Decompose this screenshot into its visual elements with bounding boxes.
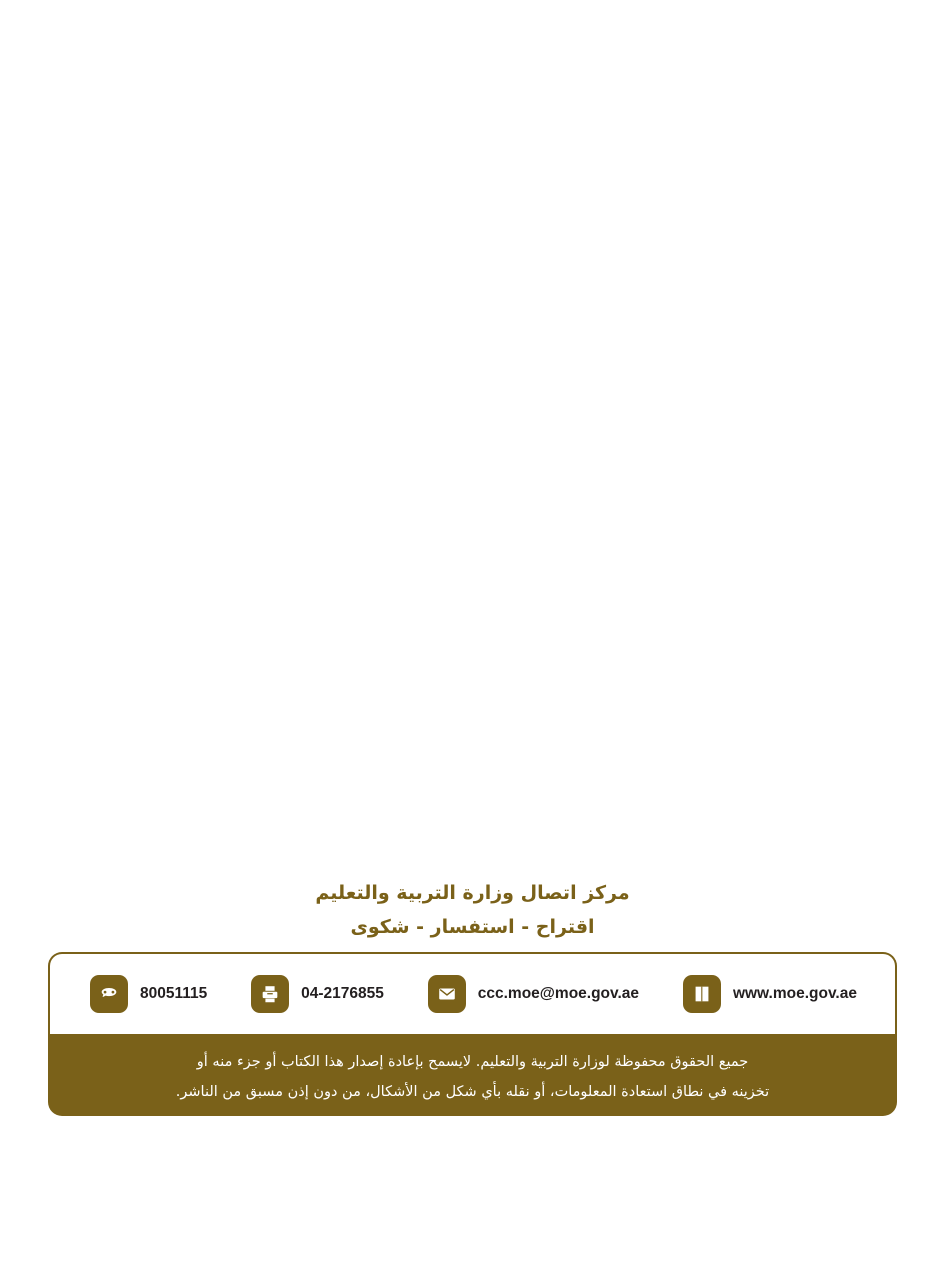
contact-center-heading-block	[0, 876, 945, 944]
contact-details-row	[50, 954, 895, 1034]
contact-center-subtitle: اقتراح - استفسار - شكوى	[350, 916, 595, 938]
telephone-icon	[90, 975, 128, 1013]
contact-phone-tollfree[interactable]	[90, 975, 207, 1013]
contact-center-title: مركز اتصال وزارة التربية والتعليم	[315, 882, 630, 904]
contact-website[interactable]	[683, 975, 857, 1013]
contact-fax-label: 04-2176855	[301, 985, 384, 1002]
contact-email-label: ccc.moe@moe.gov.ae	[477, 985, 640, 1002]
fax-icon	[251, 975, 289, 1013]
contact-phone-tollfree-label: 80051115	[140, 985, 208, 1002]
copyright-line-1: جميع الحقوق محفوظة لوزارة التربية والتعليم. لايسمح بإعادة إصدار هذا الكتاب أو جزء منه أو	[196, 1054, 749, 1070]
website-icon	[683, 975, 721, 1013]
contact-email[interactable]	[428, 975, 639, 1013]
copyright-line-2: تخزينه في نطاق استعادة المعلومات، أو نقله بأي شكل من الأشكال، من دون إذن مسبق من الناشر.	[175, 1084, 770, 1100]
contact-website-label: www.moe.gov.ae	[732, 985, 857, 1002]
copyright-notice	[48, 1034, 897, 1116]
envelope-icon	[428, 975, 466, 1013]
contact-fax[interactable]	[251, 975, 384, 1013]
contact-details-card	[48, 952, 897, 1034]
